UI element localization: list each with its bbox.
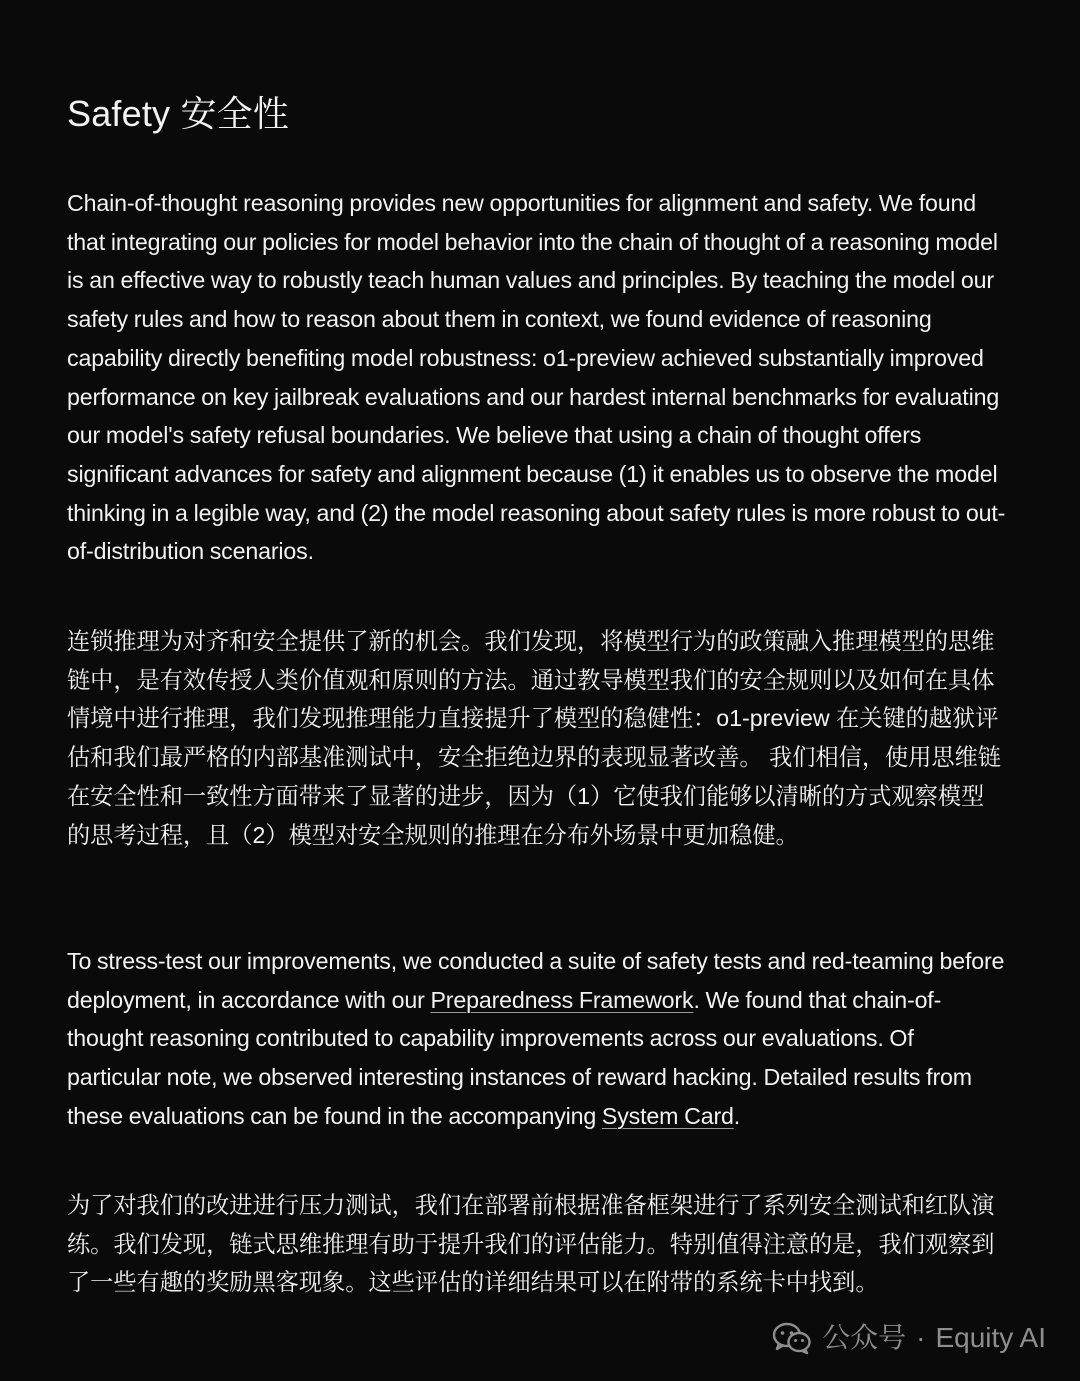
paragraph-en-2: [67, 942, 1007, 1136]
wechat-watermark: [772, 1318, 1046, 1358]
system-card-link[interactable]: System Card: [601, 1102, 734, 1129]
paragraph-en-1: Chain-of-thought reasoning provides new opportunities for alignment and safety. We found that integrating our policies for model behavior into the chain of thought of a reasoning model is an effective way to robustly teach human values and principles. By teaching the model our safety rules and how to reason about them in context, we found evidence of reasoning capability directly benefiting model robustness: o1-preview achieved substantially improved performance on key jailbreak evaluations and our hardest internal benchmarks for evaluating our model's safety refusal boundaries. We believe that using a chain of thought offers significant advances for safety and alignment because (1) it enables us to observe the model thinking in a legible way, and (2) the model reasoning about safety rules is more robust to out-of-distribution scenarios.: [67, 190, 1006, 565]
paragraph-en-2-text-a: To stress-test our improvements, we conducted a suite of safety tests and red-teaming before deployment, in accordance with our: [67, 948, 1005, 1013]
wechat-icon: [772, 1322, 812, 1354]
paragraph-en-2-text-c: .: [733, 1102, 741, 1129]
paragraph-zh-2: 为了对我们的改进进行压力测试，我们在部署前根据准备框架进行了系列安全测试和红队演练。我们发现，链式思维推理有助于提升我们的评估能力。特别值得注意的是，我们观察到了一些有趣的奖励黑客现象。这些评估的详细结果可以在附带的系统卡中找到。: [67, 1192, 995, 1296]
paragraph-en-2-text-b: . We found that chain-of-thought reasoning contributed to capability improvements across our evaluations. Of particular note, we observed interesting instances of reward hacking. Detailed results from these evaluations can be found in the accompanying: [67, 986, 972, 1129]
section-title: Safety 安全性: [67, 93, 290, 134]
paragraph-zh-1: 连锁推理为对齐和安全提供了新的机会。我们发现，将模型行为的政策融入推理模型的思维链中，是有效传授人类价值观和原则的方法。通过教导模型我们的安全规则以及如何在具体情境中进行推理，我们发现推理能力直接提升了模型的稳健性：o1-preview 在关键的越狱评估和我们最严格的内部基准测试中，安全拒绝边界的表现显著改善。 我们相信，使用思维链在安全性和一致性方面带来了显著的进步，因为（1）它使我们能够以清晰的方式观察模型的思考过程，且（2）模型对安全规则的推理在分布外场景中更加稳健。: [67, 628, 1001, 848]
watermark-label: 公众号: [822, 1322, 907, 1353]
watermark-separator: ·: [916, 1322, 926, 1353]
preparedness-framework-link[interactable]: Preparedness Framework: [430, 986, 694, 1013]
watermark-account-name: Equity AI: [935, 1322, 1046, 1353]
